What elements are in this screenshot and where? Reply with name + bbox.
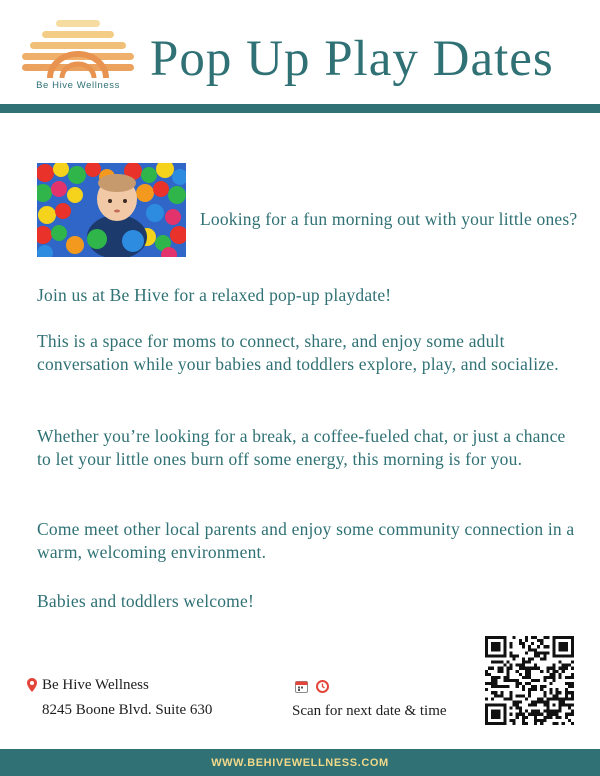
calendar-icon [295,680,308,693]
child-in-ball-pit-photo [37,163,186,257]
venue-name: Be Hive Wellness [42,677,149,693]
paragraph-welcome: Babies and toddlers welcome! [37,591,254,611]
scan-instruction: Scan for next date & time [292,703,447,719]
website-link[interactable]: WWW.BEHIVEWELLNESS.COM [211,756,389,769]
header-divider-bar [0,104,600,113]
qr-code[interactable] [485,636,574,725]
paragraph-join: Join us at Be Hive for a relaxed pop-up playdate! [37,285,392,305]
paragraph-community: Come meet other local parents and enjoy some community connection in a warm, welcoming environment. [37,519,575,562]
footer-bar [0,749,600,776]
paragraph-space: This is a space for moms to connect, share, and enjoy some adult conversation while your babies and toddlers explore, play, and socialize. [37,331,559,374]
paragraph-break: Whether you’re looking for a break, a coffee-fueled chat, or just a chance to let your little ones burn off some energy, this morning is for you. [37,426,566,469]
venue-address: 8245 Boone Blvd. Suite 630 [42,702,213,718]
page-title: Pop Up Play Dates [150,31,554,87]
pin-icon [27,678,37,692]
logo-caption: Be Hive Wellness [36,80,120,91]
intro-text: Looking for a fun morning out with your little ones? [200,209,578,229]
clock-icon [316,680,329,693]
